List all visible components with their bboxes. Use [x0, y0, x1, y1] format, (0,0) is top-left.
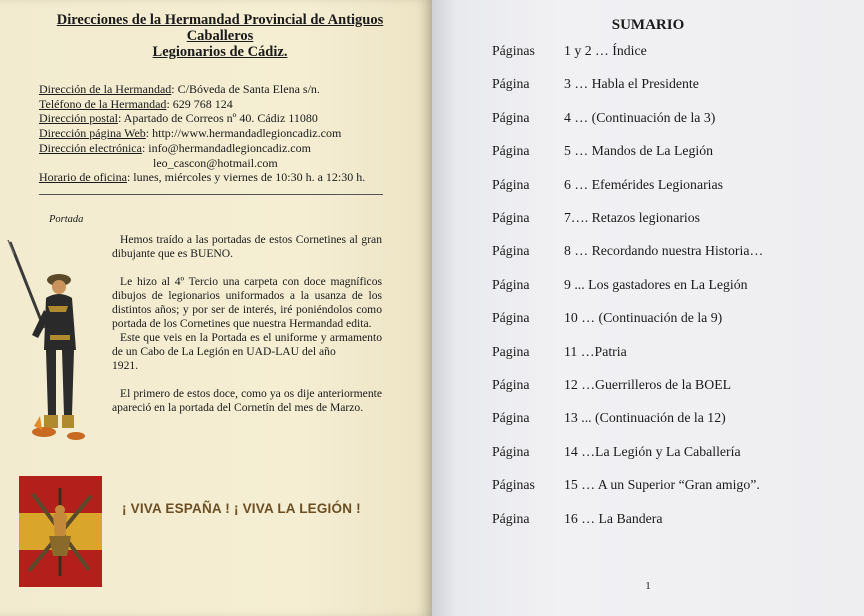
paragraph-1: Hemos traído a las portadas de estos Cornetines al gran dibujante que es BUENO. [112, 233, 382, 260]
body-text [112, 233, 382, 415]
toc-page-label: Página [492, 210, 530, 225]
toc-item [432, 441, 864, 463]
portada-label: Portada [49, 214, 84, 225]
toc-item [432, 508, 864, 530]
toc-item [432, 107, 864, 129]
toc-entry-text: 7…. Retazos legionarios [564, 210, 701, 225]
paragraph-2: Le hizo al 4º Tercio una carpeta con doce magníficos dibujos de legionarios uniformados a la usanza de los distintos años; y por ser de interés, iré poniéndolos como portada de los Cornetines que nuestra Hermandad edita. [112, 275, 382, 330]
toc-entry-text: 3 … Habla el Presidente [564, 76, 699, 92]
toc-page-label: Páginas [492, 43, 535, 58]
toc-page-label: Pagina [492, 343, 530, 359]
divider [39, 194, 383, 195]
toc-item [432, 207, 864, 229]
info-postal: Dirección postal: Apartado de Correos nº 40. Cádiz 11080 [39, 111, 318, 126]
toc-page-label: Página [492, 243, 530, 259]
toc-item [432, 374, 864, 396]
toc-page-label: Página [492, 109, 530, 125]
soldier-illustration [4, 240, 90, 450]
toc-page-label: Página [492, 443, 530, 459]
info-web: Dirección página Web: http://www.hermandadlegioncadiz.com [39, 126, 342, 141]
toc-page-label: Página [492, 410, 530, 426]
toc-item [432, 274, 864, 296]
toc-entry-text: 9 ... Los gastadores en La Legión [564, 276, 748, 292]
info-email: Dirección electrónica: info@hermandadlegioncadiz.com [39, 140, 311, 155]
contact-info [39, 82, 399, 185]
header-line-3: Legionarios de Cádiz. [152, 44, 288, 60]
page-number: 1 [645, 580, 651, 592]
toc-entry-text: 6 … Efemérides Legionarias [564, 176, 723, 192]
info-phone: Teléfono de la Hermandad: 629 768 124 [39, 96, 233, 111]
summary-title: SUMARIO [611, 17, 685, 33]
toc-page-label: Página [492, 310, 530, 326]
toc-entry-text: 14 …La Legión y La Caballería [564, 443, 741, 459]
info-hours: Horario de oficina: lunes, miércoles y viernes de 10:30 h. a 12:30 h. [39, 170, 366, 185]
toc-page-label: Página [492, 143, 530, 159]
right-page [432, 0, 864, 616]
toc-entry-text: 11 …Patria [564, 343, 627, 359]
toc-page-label: Página [492, 276, 530, 292]
toc-item [432, 407, 864, 429]
toc-item [432, 341, 864, 363]
toc-item [432, 140, 864, 162]
toc-page-label: Página [492, 510, 530, 526]
toc-entry-text: 4 … (Continuación de la 3) [564, 109, 716, 125]
toc-entry-text: 10 … (Continuación de la 9) [564, 310, 723, 326]
paragraph-3-year: 1921. [112, 359, 139, 372]
toc-entry-text: 15 … A un Superior “Gran amigo”. [564, 477, 760, 493]
toc-page-label: Página [492, 176, 530, 192]
paragraph-3: Este que veis en la Portada es el uniforme y armamento de un Cabo de La Legión en UAD-LAU del año [112, 331, 382, 358]
toc-item [432, 174, 864, 196]
toc-item [432, 240, 864, 262]
header-line-2: Caballeros [186, 28, 254, 44]
toc-page-label: Página [492, 377, 530, 392]
toc-item [432, 40, 864, 62]
toc-entry-text: 12 …Guerrilleros de la BOEL [564, 377, 732, 392]
header-line-1: Direcciones de la Hermandad Provincial de Antiguos [56, 12, 384, 28]
toc-entry-text: 5 … Mandos de La Legión [564, 143, 714, 159]
toc-page-label: Páginas [492, 477, 535, 493]
toc-page-label: Página [492, 76, 530, 92]
toc-item [432, 474, 864, 496]
toc-item [432, 307, 864, 329]
toc-item [432, 73, 864, 95]
toc-entry-text: 8 … Recordando nuestra Historia… [564, 243, 764, 259]
page-header [20, 12, 420, 60]
toc-entry-text: 16 … La Bandera [564, 510, 663, 526]
viva-slogan: ¡ VIVA ESPAÑA ! ¡ VIVA LA LEGIÓN ! [122, 501, 361, 516]
info-email-2: leo_cascon@hotmail.com [153, 155, 278, 170]
toc-entry-text: 13 ... (Continuación de la 12) [564, 410, 726, 426]
legion-emblem-image [19, 476, 102, 587]
toc-entry-text: 1 y 2 … Índice [564, 43, 647, 58]
info-address: Dirección de la Hermandad: C/Bóveda de Santa Elena s/n. [39, 82, 320, 96]
paragraph-4: El primero de estos doce, como ya os dije anteriormente apareció en la portada del Cornetín del mes de Marzo. [112, 387, 382, 414]
